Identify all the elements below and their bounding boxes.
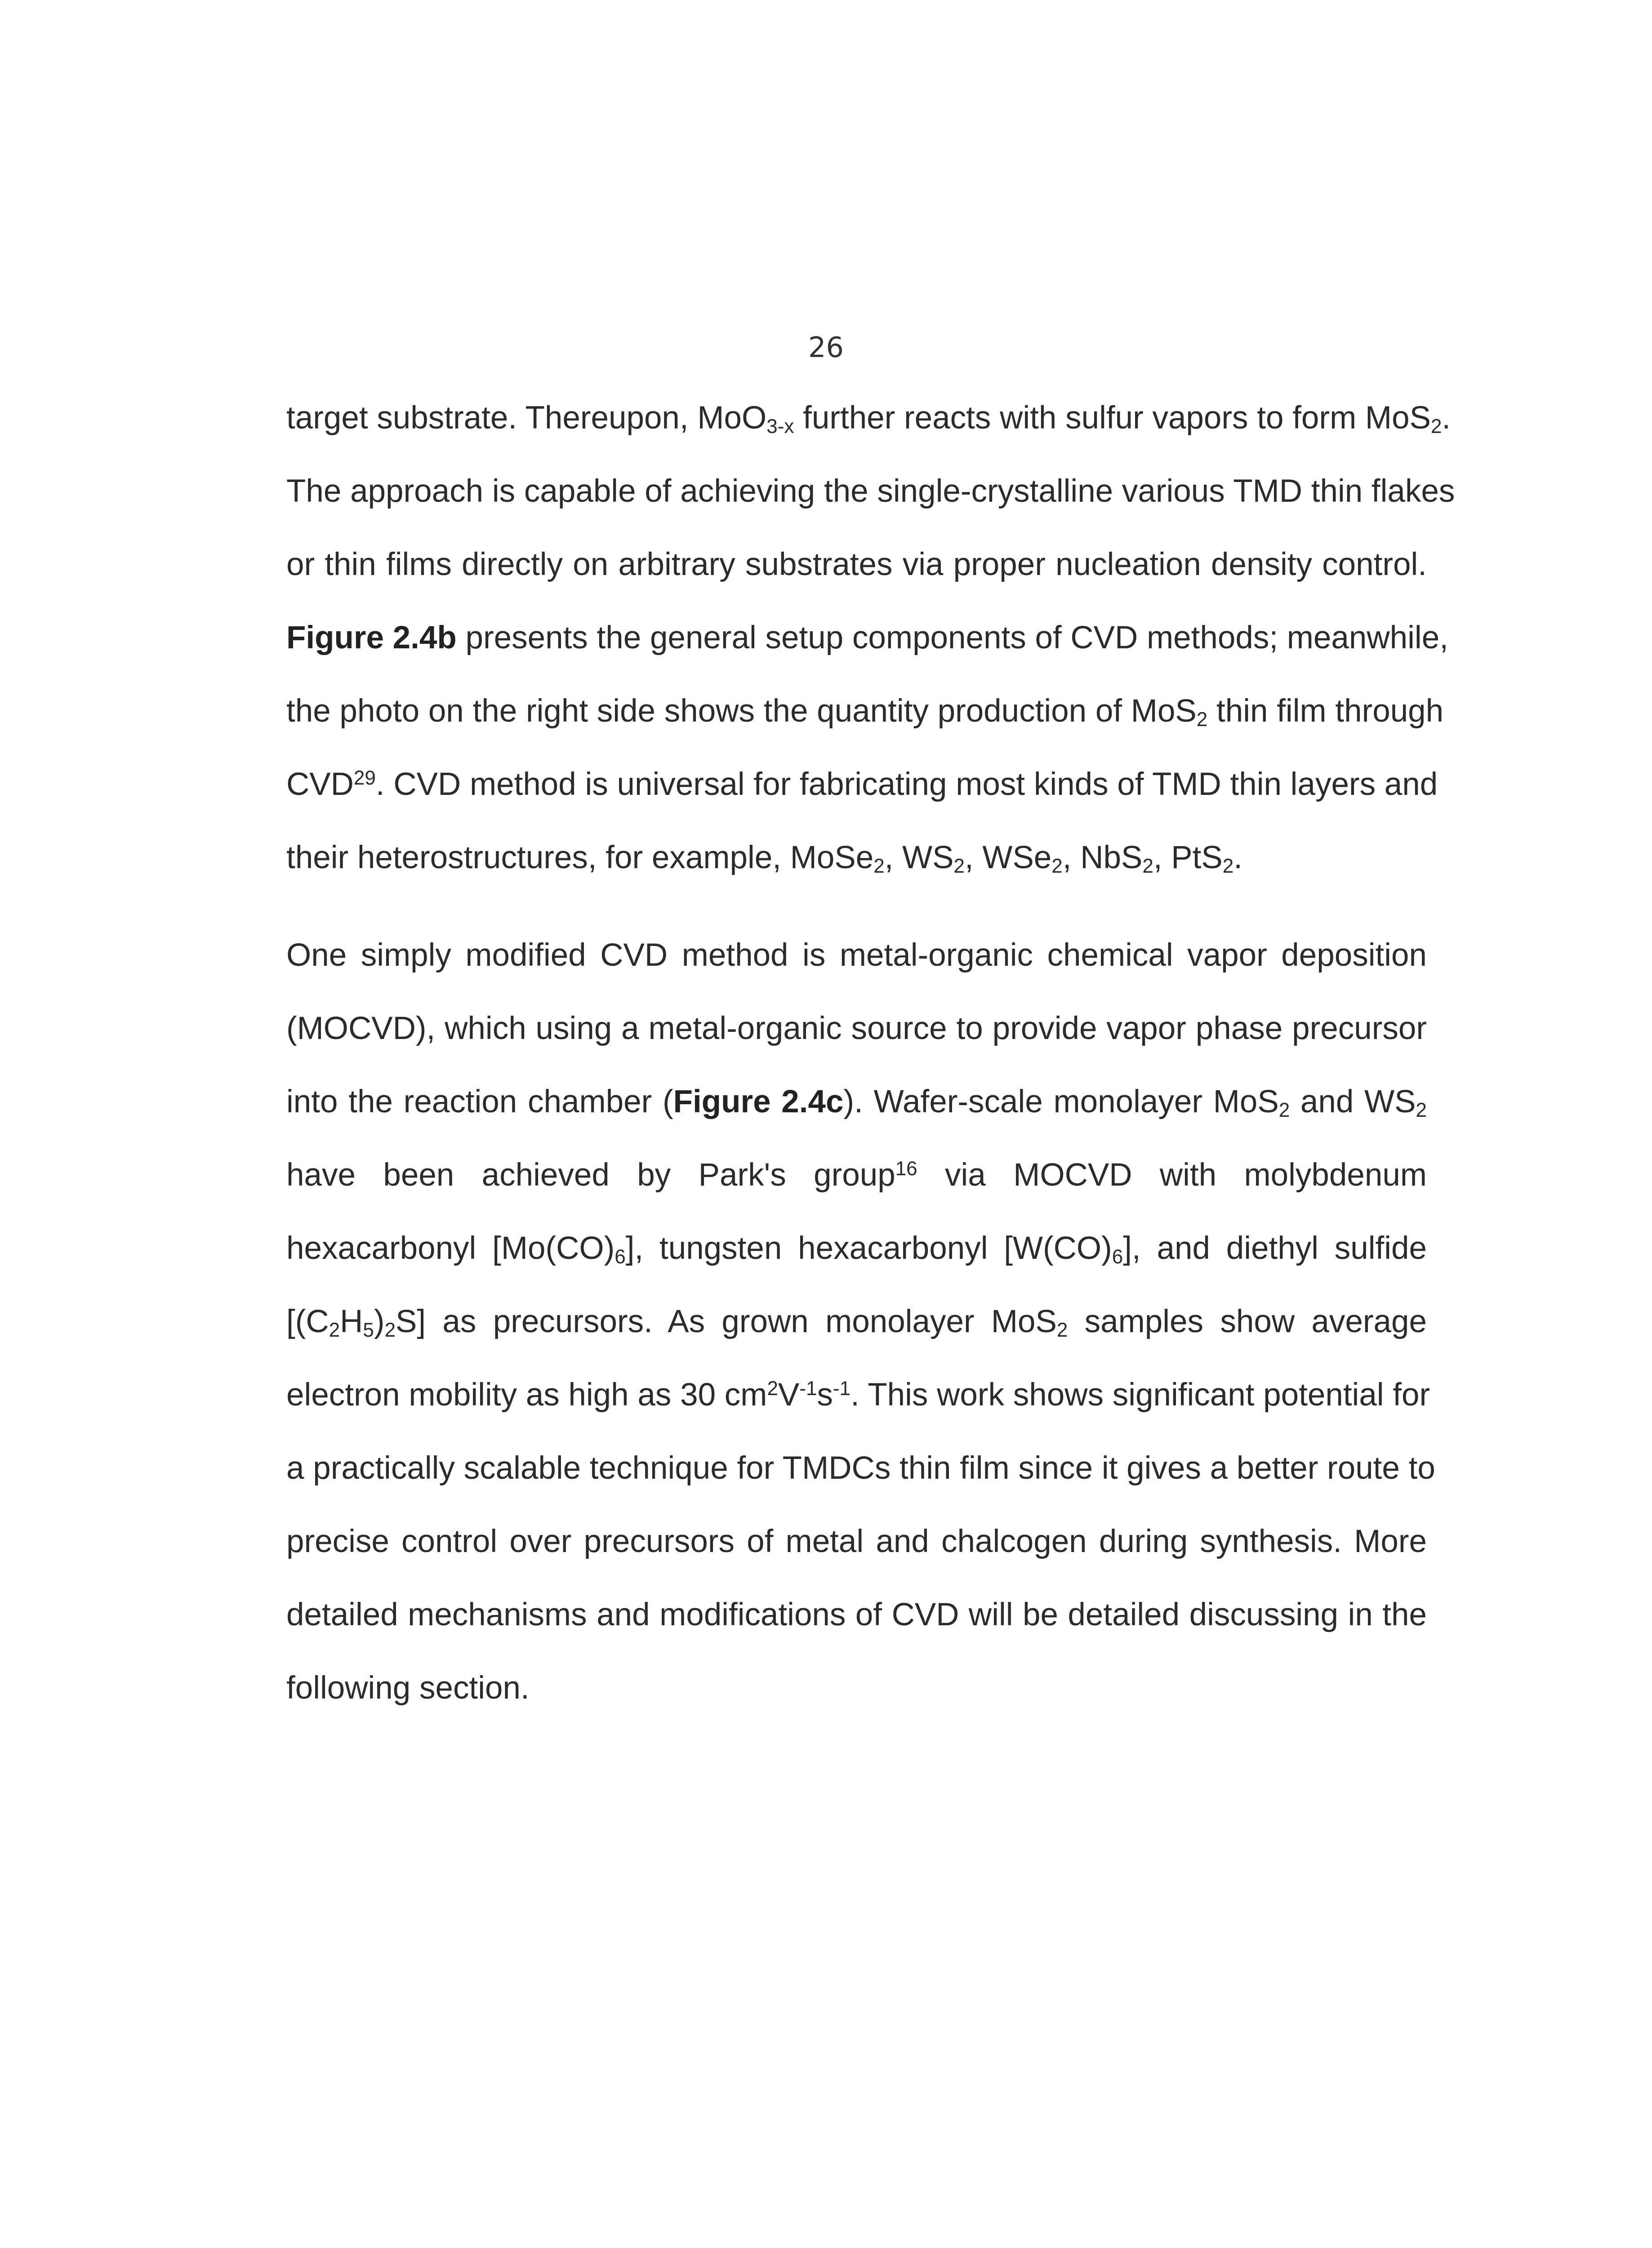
text-line: a practically scalable technique for TMDCs thin film since it gives a better route to — [286, 1450, 1435, 1486]
text-line: detailed mechanisms and modifications of CVD will be detailed discussing in the — [286, 1597, 1427, 1632]
text-line: have been achieved by Park's group$^{16}$ via MOCVD with molybdenum — [286, 1157, 1427, 1193]
text-line: CVD$^{29}$. CVD method is universal for fabricating most kinds of TMD thin layers and — [286, 767, 1438, 802]
text-line: into the reaction chamber (Figure 2.4c). Wafer-scale monolayer MoS2 and WS2 — [286, 1084, 1427, 1121]
text-line: electron mobility as high as 30 $cm^2V^{-1}s^{-1}$. This work shows significant potential for — [286, 1377, 1430, 1413]
text-line: (MOCVD), which using a metal-organic source to provide vapor phase precursor — [286, 1011, 1427, 1046]
text-line: The approach is capable of achieving the single-crystalline various TMD thin flakes — [286, 473, 1455, 509]
text-line: following section. — [286, 1670, 530, 1706]
text-line: target substrate. Thereupon, MoO3-x further reacts with sulfur vapors to form MoS2. — [286, 400, 1451, 437]
text-line: their heterostructures, for example, MoSe2, WS2, WSe2, NbS2, PtS2. — [286, 840, 1242, 877]
citation-superscript: 16 — [895, 1158, 917, 1180]
text-line: One simply modified CVD method is metal-organic chemical vapor deposition — [286, 937, 1427, 973]
page-number: 26 — [808, 331, 844, 364]
text-line: Figure 2.4b presents the general setup components of CVD methods; meanwhile, — [286, 620, 1448, 656]
citation-superscript: 29 — [353, 767, 376, 789]
text-line: precise control over precursors of metal and chalcogen during synthesis. More — [286, 1524, 1427, 1559]
text-line: [(C2H5)2S] as precursors. As grown monolayer MoS2 samples show average — [286, 1304, 1427, 1341]
figure-reference: Figure 2.4b — [286, 620, 457, 656]
text-line: or thin films directly on arbitrary substrates via proper nucleation density control. — [286, 547, 1427, 582]
figure-reference: Figure 2.4c — [673, 1084, 844, 1120]
text-line: the photo on the right side shows the quantity production of MoS2 thin film through — [286, 693, 1444, 731]
text-line: hexacarbonyl [Mo(CO)6], tungsten hexacarbonyl [W(CO)6], and diethyl sulfide — [286, 1231, 1427, 1268]
